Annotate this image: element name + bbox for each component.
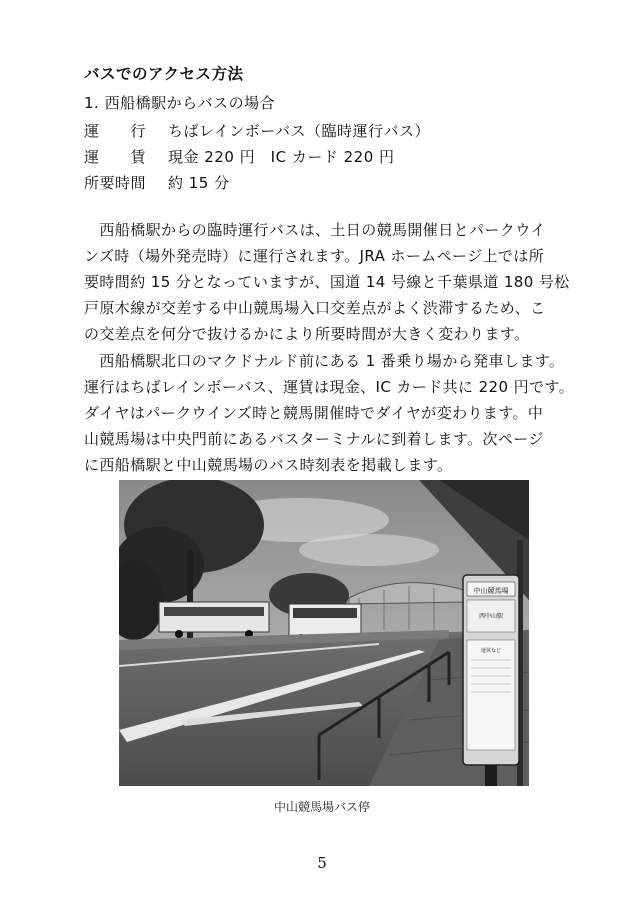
info-label: 運 行 bbox=[84, 122, 147, 140]
paragraph-line: 運行はちばレインボーバス、運賃は現金、IC カード共に 220 円です。 bbox=[84, 378, 574, 396]
info-value: 現金 220 円 IC カード 220 円 bbox=[168, 148, 395, 166]
paragraph-line: 西船橋駅からの臨時運行バスは、土日の競馬開催日とパークウイ bbox=[84, 221, 546, 239]
bus-stop-photo bbox=[119, 480, 529, 786]
paragraph-line: の交差点を何分で抜けるかにより所要時間が大きく変わります。 bbox=[84, 325, 530, 343]
page-number: 5 bbox=[317, 854, 327, 872]
info-row-fare bbox=[84, 146, 395, 167]
paragraph-line: ダイヤはパークウインズ時と競馬開催時でダイヤが変わります。中 bbox=[84, 404, 544, 422]
info-value: ちばレインボーバス（臨時運行バス） bbox=[168, 122, 431, 140]
photo-caption: 中山競馬場バス停 bbox=[273, 800, 370, 814]
paragraph-line: 西船橋駅北口のマクドナルド前にある 1 番乗り場から発車します。 bbox=[84, 352, 565, 370]
paragraph-line: ンズ時（場外発売時）に運行されます。JRA ホームページ上では所 bbox=[84, 247, 545, 265]
info-label: 所要時間 bbox=[84, 174, 147, 192]
section-title: バスでのアクセス方法 bbox=[84, 65, 244, 83]
bus-stop-sign bbox=[463, 575, 519, 786]
info-row-operator bbox=[84, 120, 430, 141]
paragraph-line: 要時間約 15 分となっていますが、国道 14 号線と千葉県道 180 号松 bbox=[84, 273, 570, 291]
paragraph-line: に西船橋駅と中山競馬場のバス時刻表を掲載します。 bbox=[84, 456, 453, 474]
sign-title: 中山競馬場 bbox=[473, 587, 509, 595]
info-label: 運 賃 bbox=[84, 148, 147, 166]
info-row-duration bbox=[84, 172, 230, 193]
paragraph-line: 戸原木線が交差する中山競馬場入口交差点がよく渋滞するため、こ bbox=[84, 299, 546, 317]
sign-station: 西中山駅 bbox=[478, 613, 504, 620]
subheading: 1. 西船橋駅からバスの場合 bbox=[84, 94, 276, 112]
paragraph-line: 山競馬場は中央門前にあるバスターミナルに到着します。次ページ bbox=[84, 430, 544, 448]
info-value: 約 15 分 bbox=[168, 174, 230, 192]
sign-notice: 運休など bbox=[480, 648, 502, 654]
